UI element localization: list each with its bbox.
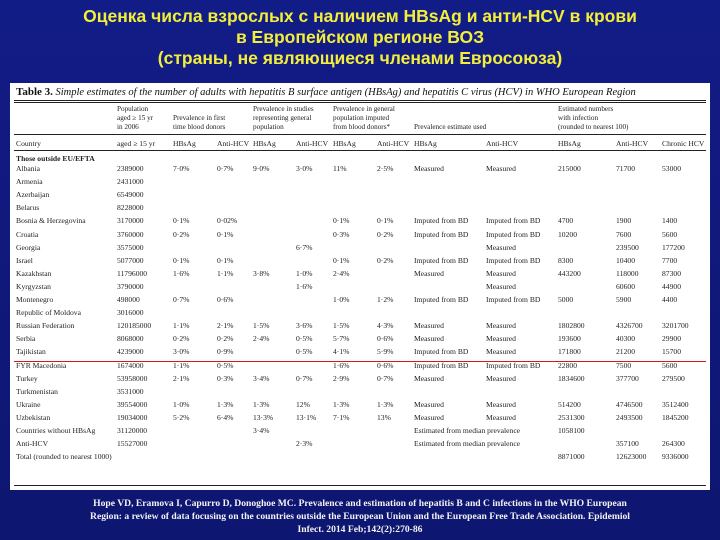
table-cell: 21200 — [616, 347, 635, 357]
table-cell: 0·7% — [296, 373, 313, 383]
header-population: Population aged ≥ 15 yr in 2006 — [117, 105, 154, 131]
table-cell: 3016000 — [117, 308, 144, 318]
table-cell: 1·3% — [333, 399, 350, 409]
country-cell: Georgia — [16, 242, 41, 252]
table-cell: 215000 — [558, 164, 581, 173]
table-cell: Measured — [414, 268, 444, 278]
table-cell: 279500 — [662, 373, 685, 383]
table-cell: 1·1% — [173, 360, 190, 370]
table-cell: 11796000 — [117, 268, 148, 278]
highlight-red-line — [14, 361, 706, 362]
table-cell: Measured — [486, 164, 516, 173]
title-line-1: Оценка числа взрослых с наличием HBsAg и анти-HCV в крови — [83, 6, 637, 26]
table-cell: 5600 — [662, 360, 678, 370]
table-cell: Estimated from median prevalence — [414, 426, 521, 435]
table-cell: 9336000 — [662, 452, 689, 462]
table-cell: 0·7% — [377, 373, 394, 383]
table-cell: Measured — [486, 399, 516, 409]
country-cell: FYR Macedonia — [16, 360, 67, 370]
country-cell: Croatia — [16, 229, 39, 239]
table-cell: 0·1% — [173, 255, 190, 265]
column-header: HBsAg — [173, 139, 196, 148]
table-cell: 6·4% — [217, 412, 234, 422]
table-cell: 12623000 — [616, 452, 647, 462]
table-cell: Imputed from BD — [414, 295, 469, 304]
table-cell: 6·7% — [296, 242, 313, 252]
table-cell: 0·2% — [377, 229, 394, 239]
table-cell: 2431000 — [117, 177, 144, 187]
table-cell: 0·3% — [217, 373, 234, 383]
country-cell: Azerbaijan — [16, 190, 50, 200]
table-cell: 118000 — [616, 268, 639, 278]
country-cell: Kazakhstan — [16, 268, 52, 278]
column-header: HBsAg — [414, 139, 437, 148]
table-cell: Measured — [486, 268, 516, 278]
header-estimated-numbers: Estimated numbers with infection (rounded to nearest 100) — [558, 105, 629, 131]
table-cell: Measured — [486, 321, 516, 331]
table-cell: 3512400 — [662, 399, 689, 409]
table-cell: 87300 — [662, 268, 681, 278]
table-cell: Measured — [414, 334, 444, 344]
table-cell: Measured — [414, 412, 444, 422]
column-header: Anti-HCV — [377, 139, 410, 148]
table-cell: 1058100 — [558, 426, 585, 435]
country-cell: Serbia — [16, 334, 36, 344]
table-cell: 2·5% — [377, 164, 394, 173]
table-cell: 0·1% — [333, 255, 350, 265]
table-cell: 29900 — [662, 334, 681, 344]
table-cell: 0·9% — [217, 347, 234, 357]
table-cell: 0·1% — [377, 216, 394, 226]
table-cell: 1·2% — [377, 295, 394, 304]
table-cell: 171800 — [558, 347, 581, 357]
table-cell: 2·1% — [217, 321, 234, 331]
table-cell: 2·9% — [333, 373, 350, 383]
column-header: Anti-HCV — [296, 139, 329, 148]
table-cell: 2389000 — [117, 164, 144, 173]
table-cell: 2·1% — [173, 373, 190, 383]
table-bottom-rule — [14, 485, 706, 486]
table-cell: Measured — [486, 412, 516, 422]
table-cell: 3531000 — [117, 386, 144, 396]
table-cell: 8871000 — [558, 452, 585, 462]
table-cell: 2·4% — [253, 334, 270, 344]
country-cell: Countries without HBsAg — [16, 426, 96, 435]
country-cell: Uzbekistan — [16, 412, 51, 422]
table-cell: 2·4% — [333, 268, 350, 278]
reference-line-2: Region: a review of data focusing on the countries outside the European Union and the European Free Trade Association. Epidemiol — [90, 511, 630, 522]
table-cell: 4400 — [662, 295, 678, 304]
table-cell: 31120000 — [117, 426, 148, 435]
table-cell: 0·1% — [217, 255, 234, 265]
table-cell: 3790000 — [117, 281, 144, 291]
table-cell: 1·6% — [333, 360, 350, 370]
country-cell: Tajikistan — [16, 347, 46, 357]
column-header: HBsAg — [333, 139, 356, 148]
table-cell: 0·3% — [333, 229, 350, 239]
header-studies: Prevalence in studies representing general population — [253, 105, 314, 131]
table-cell: Estimated from median prevalence — [414, 439, 521, 449]
country-cell: Israel — [16, 255, 33, 265]
table-cell: 3760000 — [117, 229, 144, 239]
table-cell: 443200 — [558, 268, 581, 278]
table-cell: 3170000 — [117, 216, 144, 226]
table-cell: Imputed from BD — [486, 255, 541, 265]
country-cell: Montenegro — [16, 295, 54, 304]
table-cell: 19034000 — [117, 412, 148, 422]
table-cell: Measured — [486, 281, 516, 291]
table-image — [10, 83, 710, 490]
table-cell: Imputed from BD — [414, 216, 469, 226]
table-cell: 13% — [377, 412, 391, 422]
table-cell: Imputed from BD — [486, 295, 541, 304]
country-cell: Total (rounded to nearest 1000) — [16, 452, 112, 462]
reference-line-3: Infect. 2014 Feb;142(2):270-86 — [297, 524, 423, 535]
table-cell: Imputed from BD — [414, 347, 469, 357]
table-cell: Measured — [486, 347, 516, 357]
table-cell: 1·5% — [253, 321, 270, 331]
table-cell: 1·0% — [173, 399, 190, 409]
table-cell: 0·5% — [217, 360, 234, 370]
table-cell: 0·7% — [217, 164, 234, 173]
slide-title — [0, 6, 720, 69]
table-cell: 7·0% — [173, 164, 190, 173]
table-cell: 0·1% — [173, 216, 190, 226]
table-cell: 1·3% — [253, 399, 270, 409]
column-header: Anti-HCV — [217, 139, 250, 148]
table-cell: 0·5% — [296, 334, 313, 344]
country-cell: Republic of Moldova — [16, 308, 81, 318]
table-cell: 15527000 — [117, 439, 148, 449]
header-first-time-donors: Prevalence in first time blood donors — [173, 114, 226, 131]
table-cell: Measured — [414, 399, 444, 409]
column-header: Anti-HCV — [616, 139, 649, 148]
table-top-rule-2 — [14, 102, 706, 103]
table-cell: 0·1% — [333, 216, 350, 226]
header-imputed: Prevalence in general population imputed from blood donors* — [333, 105, 395, 131]
country-cell: Albania — [16, 164, 41, 173]
table-cell: 4326700 — [616, 321, 643, 331]
table-cell: 2·3% — [296, 439, 313, 449]
table-cell: Imputed from BD — [486, 360, 541, 370]
table-cell: 177200 — [662, 242, 685, 252]
header-rule — [14, 134, 706, 135]
table-cell: 2493500 — [616, 412, 643, 422]
table-cell: 3575000 — [117, 242, 144, 252]
table-cell: 3201700 — [662, 321, 689, 331]
reference-line-1: Hope VD, Eramova I, Capurro D, Donoghoe MC. Prevalence and estimation of hepatitis B and C infections in the WHO European — [93, 498, 627, 509]
table-cell: 44900 — [662, 281, 681, 291]
table-cell: 0·7% — [173, 295, 190, 304]
column-header: Country — [16, 139, 41, 148]
table-cell: 5·9% — [377, 347, 394, 357]
table-cell: 8068000 — [117, 334, 144, 344]
table-cell: 71700 — [616, 164, 635, 173]
country-cell: Turkmenistan — [16, 386, 58, 396]
country-cell: Belarus — [16, 203, 40, 213]
table-cell: 13·3% — [253, 412, 274, 422]
table-cell: Imputed from BD — [414, 229, 469, 239]
table-cell: 5900 — [616, 295, 632, 304]
section-label: Those outside EU/EFTA — [16, 154, 95, 163]
table-cell: 4746500 — [616, 399, 643, 409]
table-cell: 60600 — [616, 281, 635, 291]
table-cell: 40300 — [616, 334, 635, 344]
table-cell: 3·0% — [173, 347, 190, 357]
table-cell: 1·0% — [296, 268, 313, 278]
table-cell: 5077000 — [117, 255, 144, 265]
table-cell: Measured — [486, 242, 516, 252]
table-cell: Imputed from BD — [414, 360, 469, 370]
table-cell: 0·2% — [217, 334, 234, 344]
table-cell: Measured — [414, 321, 444, 331]
table-cell: 4239000 — [117, 347, 144, 357]
country-cell: Turkey — [16, 373, 38, 383]
table-cell: 3·0% — [296, 164, 313, 173]
table-cell: Measured — [414, 373, 444, 383]
table-cell: 4·3% — [377, 321, 394, 331]
table-cell: 5600 — [662, 229, 678, 239]
table-cell: 12% — [296, 399, 310, 409]
table-caption — [16, 86, 636, 98]
table-cell: 1·6% — [296, 281, 313, 291]
title-line-3: (страны, не являющиеся членами Евросоюза) — [157, 48, 563, 68]
table-cell: 0·5% — [296, 347, 313, 357]
table-cell: 7700 — [662, 255, 678, 265]
column-header: Chronic HCV — [662, 139, 705, 148]
table-cell: 1·3% — [217, 399, 234, 409]
table-cell: 1400 — [662, 216, 678, 226]
country-cell: Anti-HCV — [16, 439, 49, 449]
table-cell: 4·1% — [333, 347, 350, 357]
table-cell: Measured — [414, 164, 444, 173]
table-caption-label: Table 3. — [16, 86, 53, 98]
table-cell: 1·0% — [333, 295, 350, 304]
table-cell: 498000 — [117, 295, 140, 304]
table-cell: Imputed from BD — [414, 255, 469, 265]
table-cell: 514200 — [558, 399, 581, 409]
table-cell: 8228000 — [117, 203, 144, 213]
table-cell: 5000 — [558, 295, 574, 304]
column-header-rule — [14, 150, 706, 151]
country-cell: Bosnia & Herzegovina — [16, 216, 86, 226]
table-cell: 13·1% — [296, 412, 317, 422]
country-cell: Kyrgyzstan — [16, 281, 51, 291]
table-cell: 9·0% — [253, 164, 270, 173]
table-cell: 1802800 — [558, 321, 585, 331]
header-estimate-used: Prevalence estimate used — [414, 123, 487, 131]
country-cell: Armenia — [16, 177, 43, 187]
table-cell: 1·5% — [333, 321, 350, 331]
table-cell: Measured — [486, 334, 516, 344]
table-cell: 7·1% — [333, 412, 350, 422]
table-cell: 193600 — [558, 334, 581, 344]
table-cell: 0·2% — [173, 229, 190, 239]
table-cell: 3·4% — [253, 373, 270, 383]
table-cell: 377700 — [616, 373, 639, 383]
table-cell: 39554000 — [117, 399, 148, 409]
table-top-rule — [14, 100, 706, 101]
table-cell: 5·2% — [173, 412, 190, 422]
table-cell: 0·2% — [377, 255, 394, 265]
table-cell: 239500 — [616, 242, 639, 252]
table-cell: Imputed from BD — [486, 229, 541, 239]
table-cell: 8300 — [558, 255, 574, 265]
table-cell: 0·6% — [217, 295, 234, 304]
table-cell: 3·4% — [253, 426, 270, 435]
table-cell: 53958000 — [117, 373, 148, 383]
column-header: Anti-HCV — [486, 139, 519, 148]
table-cell: 15700 — [662, 347, 681, 357]
table-cell: 53000 — [662, 164, 681, 173]
table-cell: Measured — [486, 373, 516, 383]
table-cell: 357100 — [616, 439, 639, 449]
table-cell: 1·1% — [217, 268, 234, 278]
table-cell: 1834600 — [558, 373, 585, 383]
column-header: HBsAg — [558, 139, 581, 148]
table-cell: 264300 — [662, 439, 685, 449]
table-cell: 10200 — [558, 229, 577, 239]
table-cell: 0·02% — [217, 216, 238, 226]
table-cell: 1674000 — [117, 360, 144, 370]
table-cell: 22800 — [558, 360, 577, 370]
table-cell: 120185000 — [117, 321, 152, 331]
table-cell: Imputed from BD — [486, 216, 541, 226]
country-cell: Ukraine — [16, 399, 41, 409]
table-caption-text: Simple estimates of the number of adults with hepatitis B surface antigen (HBsAg) and hepatitis C virus (HCV) in WHO European Region — [55, 87, 636, 98]
title-line-2: в Европейском регионе ВОЗ — [235, 27, 485, 47]
table-cell: 7500 — [616, 360, 632, 370]
table-cell: 0·2% — [173, 334, 190, 344]
table-cell: 3·8% — [253, 268, 270, 278]
column-header: aged ≥ 15 yr — [117, 139, 156, 148]
table-cell: 1·1% — [173, 321, 190, 331]
table-cell: 0·1% — [217, 229, 234, 239]
table-cell: 2531300 — [558, 412, 585, 422]
table-cell: 4700 — [558, 216, 574, 226]
table-cell: 7600 — [616, 229, 632, 239]
table-cell: 1·3% — [377, 399, 394, 409]
table-cell: 0·6% — [377, 334, 394, 344]
table-cell: 1845200 — [662, 412, 689, 422]
table-cell: 1900 — [616, 216, 632, 226]
table-cell: 6549000 — [117, 190, 144, 200]
table-cell: 5·7% — [333, 334, 350, 344]
table-cell: 11% — [333, 164, 347, 173]
column-header: HBsAg — [253, 139, 276, 148]
table-cell: 1·6% — [173, 268, 190, 278]
table-cell: 10400 — [616, 255, 635, 265]
reference-citation — [0, 497, 720, 536]
country-cell: Russian Federation — [16, 321, 75, 331]
table-cell: 3·6% — [296, 321, 313, 331]
table-cell: 0·6% — [377, 360, 394, 370]
